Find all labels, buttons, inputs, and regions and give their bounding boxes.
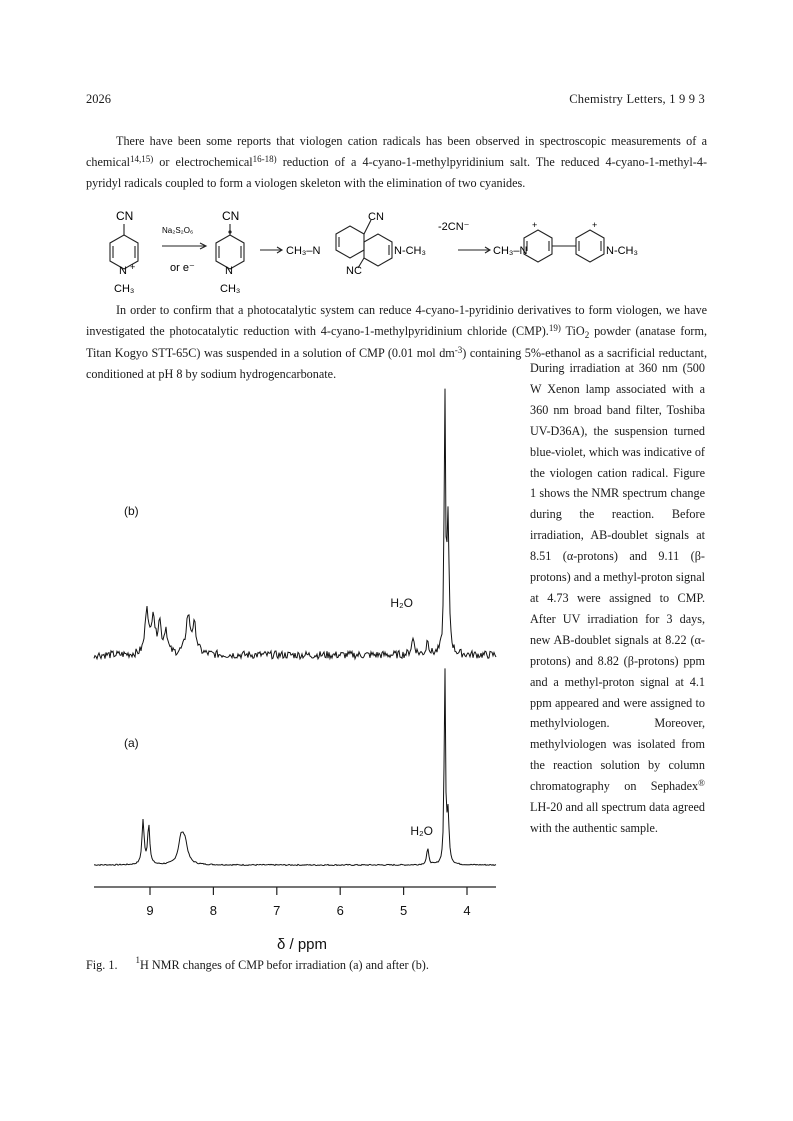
h2o-label-a: H₂O <box>410 824 434 838</box>
series-label-b: (b) <box>124 504 139 518</box>
svg-text:+: + <box>532 220 538 230</box>
svg-text:CH₃–N: CH₃–N <box>286 245 321 257</box>
svg-text:CH₃: CH₃ <box>114 283 135 295</box>
x-tick-label: 9 <box>146 903 154 918</box>
svg-text:+: + <box>592 220 598 230</box>
journal-header: Chemistry Letters, 1 9 9 3 <box>569 92 705 106</box>
cn-label-2: CN <box>222 209 240 223</box>
svg-text:CH₃: CH₃ <box>220 283 241 295</box>
nmr-trace-b <box>94 389 496 659</box>
electron-label: or e⁻ <box>170 262 195 274</box>
svg-text:+: + <box>130 262 136 272</box>
svg-text:N-CH₃: N-CH₃ <box>606 245 638 257</box>
page-number: 2026 <box>86 92 111 106</box>
nmr-figure <box>88 385 500 955</box>
minus-2cn-label: -2CN⁻ <box>438 221 470 233</box>
intro-paragraph: There have been some reports that viologen cation radicals has been observed in spectroscopic measurements of a chemical$^{14,15)}$ or electrochemical$^{16-18)}$ reduction of a 4-cyano-1-methylpyridinium salt. The reduced 4-cyano-1-methyl-4-pyridyl radicals coupled to form a viologen skeleton with the elimination of two cyanides. <box>86 134 707 190</box>
x-tick-label: 6 <box>336 903 344 918</box>
svg-text:N: N <box>119 265 127 277</box>
svg-text:N: N <box>225 265 233 277</box>
series-label-a: (a) <box>124 736 139 750</box>
nmr-trace-a <box>94 668 496 865</box>
svg-text:NC: NC <box>346 265 362 277</box>
x-tick-label: 4 <box>463 903 471 918</box>
reaction-scheme <box>96 208 716 300</box>
svg-text:CN: CN <box>368 211 384 223</box>
svg-text:CH₃–N: CH₃–N <box>493 245 528 257</box>
cn-label-1: CN <box>116 209 134 223</box>
side-column-text: During irradiation at 360 nm (500 W Xenon lamp associated with a 360 nm broad band filter, Toshiba UV-D36A), the suspension turned blue-violet, which was indicative of the viologen cation radical. Figure 1 shows the NMR spectrum change during the reaction. Before irradiation, AB-doublet signals at 8.51 (α-protons) and 9.11 (β-protons) and a methyl-proton signal at 4.73 were assigned to CMP. After UV irradiation for 3 days, new AB-doublet signals at 8.22 (α-protons) and 8.82 (β-protons) ppm and a methyl-proton signal at 4.1 ppm appeared and were assigned to methylviologen. Moreover, methylviologen was isolated from the reaction solution by column chromatography on Sephadex® LH-20 and all spectrum data agreed with the authentic sample. <box>530 361 705 835</box>
x-axis-label: δ / ppm <box>276 936 328 953</box>
x-tick-label: 5 <box>399 903 408 918</box>
svg-text:N-CH₃: N-CH₃ <box>394 245 426 257</box>
x-tick-label: 7 <box>273 903 281 918</box>
figure-caption: Fig. 1. $^1$H NMR changes of CMP befor irradiation (a) and after (b). <box>86 955 429 972</box>
x-tick-label: 8 <box>209 903 218 918</box>
experiment-paragraph: In order to confirm that a photocatalytic system can reduce 4-cyano-1-pyridinio derivatives to form viologen, we have investigated the photocatalytic reduction with 4-cyano-1-methylpyridinium chloride (CMP).$^{19)}$ TiO$_2$ powder (anatase form, Titan Kogyo STT-65C) was suspended in a solution of CMP (0.01 mol $dm^{-3}$) containing 5%-ethanol as a sacrificial reductant, conditioned at pH 8 by sodium hydrogencarbonate. <box>86 303 707 381</box>
reagent-label: Na₂S₂O₆ <box>162 226 194 235</box>
h2o-label-b: H₂O <box>390 596 414 610</box>
